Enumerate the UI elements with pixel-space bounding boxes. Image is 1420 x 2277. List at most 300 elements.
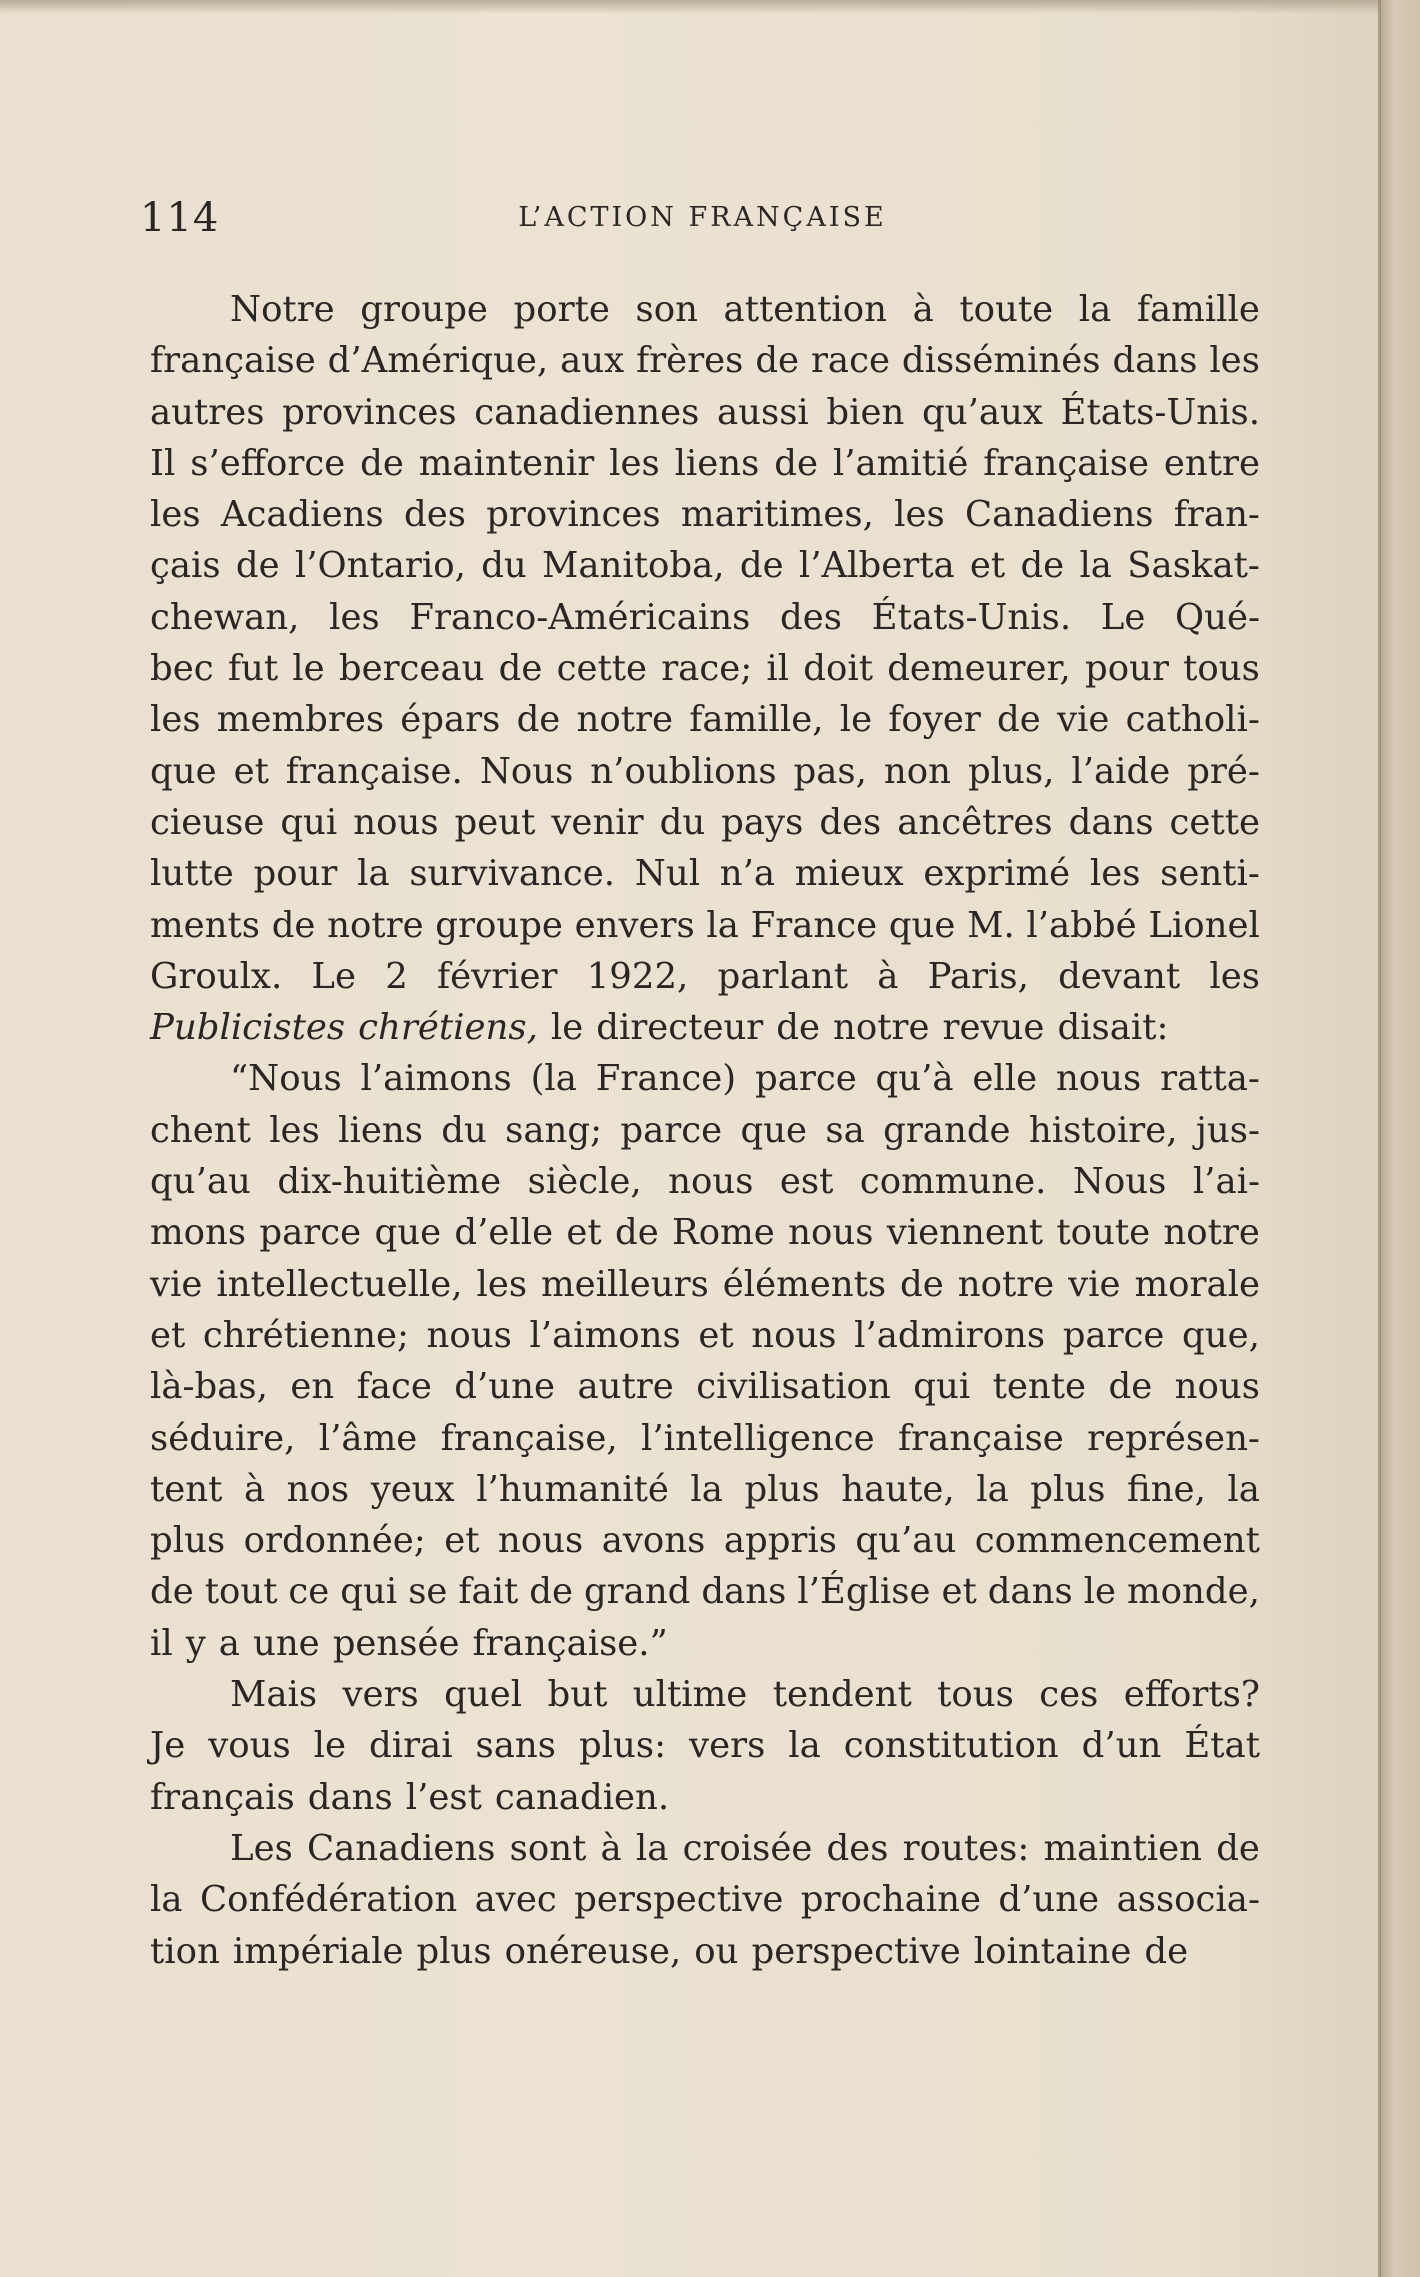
word: dans (1068, 801, 1154, 843)
word: du (441, 1109, 487, 1151)
word: française.” (472, 1622, 668, 1664)
word: de (150, 1571, 194, 1613)
text-line (150, 746, 1260, 797)
text-line (150, 848, 1260, 899)
text-line (150, 1772, 1260, 1823)
word: l’admirons (854, 1314, 1046, 1356)
word: çais (150, 545, 221, 587)
word: la (976, 1468, 1009, 1510)
text-line (150, 284, 1260, 335)
word: Canadiens (306, 1827, 496, 1869)
word: exprimé (923, 853, 1071, 895)
word: des (780, 596, 842, 638)
word: attention (723, 289, 887, 330)
word: et (941, 1571, 977, 1613)
text-line (150, 1515, 1260, 1566)
page-top-edge (0, 0, 1380, 14)
word: revue (942, 1007, 1045, 1049)
word: de (271, 904, 316, 946)
word: notre (833, 1007, 930, 1049)
text-line (150, 1259, 1260, 1310)
word: de (1108, 1366, 1153, 1408)
word: Les (230, 1827, 293, 1869)
word: une (252, 1622, 320, 1664)
word: la (706, 904, 739, 946)
text-line (150, 1566, 1260, 1617)
word: la (1078, 289, 1112, 330)
word: français (150, 1776, 295, 1818)
word: canadiennes (474, 391, 700, 433)
word: dans (987, 1571, 1073, 1613)
word: onéreuse, (504, 1930, 682, 1972)
word: de (774, 442, 818, 484)
word: elle (972, 1058, 1038, 1100)
word: pour (253, 853, 338, 895)
word: Notre (230, 289, 335, 330)
text-line (150, 1105, 1260, 1156)
word: yeux (370, 1468, 455, 1510)
text-line (150, 900, 1260, 951)
word: famille (1136, 289, 1260, 330)
word: Rome (672, 1212, 775, 1254)
word: croisée (682, 1827, 813, 1869)
word: à (243, 1468, 266, 1510)
word: civilisation (696, 1366, 891, 1408)
word: siècle, (527, 1161, 642, 1203)
word: les (150, 699, 201, 741)
word: lutte (150, 853, 234, 895)
text-line (150, 1156, 1260, 1207)
word: fran- (1173, 494, 1260, 536)
word: de (498, 648, 543, 690)
word: de (776, 1007, 821, 1049)
word: qu’au (855, 1520, 957, 1562)
word: qu’à (875, 1058, 954, 1100)
word: non (883, 750, 951, 792)
word: liens (674, 442, 760, 484)
word: Le (1100, 596, 1146, 638)
text-line (150, 1310, 1260, 1361)
word: l’aide (1071, 750, 1171, 792)
word: aux (560, 340, 625, 382)
word: fait (458, 1571, 519, 1613)
text-line (150, 694, 1260, 745)
word: que, (1182, 1314, 1260, 1356)
word: commencement (974, 1520, 1260, 1562)
word: Nous (1072, 1161, 1167, 1203)
word: février (436, 955, 558, 997)
word: Groulx. (150, 955, 283, 997)
word: n’oublions (590, 750, 777, 792)
word: tion (150, 1930, 220, 1972)
word: et (444, 1520, 480, 1562)
word: n’a (719, 853, 776, 895)
word: plus (1030, 1468, 1106, 1510)
word: tendent (772, 1674, 912, 1716)
word: dans (307, 1776, 393, 1818)
word: tout (204, 1571, 278, 1613)
word: que (374, 1212, 442, 1254)
book-gutter (1380, 0, 1420, 2277)
word: vous (208, 1725, 291, 1767)
word: Saskat- (1127, 545, 1260, 587)
word: l’aimons (360, 1058, 512, 1100)
word: du (481, 545, 527, 587)
word: race; (661, 648, 753, 690)
word: liens (338, 1109, 423, 1151)
word: de (360, 442, 404, 484)
word: que (150, 750, 217, 792)
word: les (1089, 853, 1141, 895)
word: d’un (1081, 1725, 1162, 1767)
word: qui (340, 1571, 398, 1613)
word: face (356, 1366, 432, 1408)
word: séduire, (150, 1417, 296, 1459)
word: Qué- (1175, 596, 1260, 638)
word: survivance. (409, 853, 616, 895)
word: ancêtres (897, 801, 1053, 843)
word: intellectuelle, (216, 1263, 463, 1305)
word: États-Unis. (871, 596, 1072, 638)
text-line (150, 1618, 1260, 1669)
word: l’Église (797, 1571, 931, 1613)
word: de (235, 545, 280, 587)
word: envers (574, 904, 695, 946)
word: qui (913, 1366, 971, 1408)
word: la (1227, 1468, 1260, 1510)
word: 1922, (586, 955, 689, 997)
word: de (615, 1212, 659, 1254)
word: porte (513, 289, 610, 330)
word: Lionel (1148, 904, 1260, 946)
word: de (997, 699, 1041, 741)
word: de (739, 545, 784, 587)
word: plus (416, 1930, 492, 1972)
word: de (529, 1571, 573, 1613)
word: entre (1163, 442, 1260, 484)
word: et (969, 545, 1006, 587)
word: ratta- (1160, 1058, 1260, 1100)
word: pensée (332, 1622, 460, 1664)
word: vie (1056, 699, 1110, 741)
word: ou (694, 1930, 739, 1972)
word: de (1144, 1930, 1189, 1972)
word: de (1020, 545, 1065, 587)
word: provinces (486, 494, 661, 536)
text-line (150, 1361, 1260, 1412)
word: parce (620, 1109, 723, 1151)
word: cette (1169, 801, 1260, 843)
word: d’elle (454, 1212, 554, 1254)
word: ordonnée; (243, 1520, 426, 1562)
word: dix-huitième (277, 1161, 502, 1203)
text-line (150, 1002, 1260, 1053)
word: nous (668, 1161, 754, 1203)
word: Confédération (199, 1879, 458, 1921)
word: la (788, 1725, 821, 1767)
word: de (900, 1263, 944, 1305)
word: Paris, (927, 955, 1029, 997)
word: tous (1183, 648, 1260, 690)
word: qui (280, 801, 338, 843)
word: notre (1163, 1212, 1260, 1254)
page-header (140, 190, 1265, 250)
word: Canadiens (965, 494, 1154, 536)
word: et (698, 1314, 734, 1356)
word: perspective (751, 1930, 961, 1972)
word: les (476, 1263, 528, 1305)
word: France) (595, 1058, 737, 1100)
word: la (690, 1468, 723, 1510)
word: pays (721, 801, 804, 843)
word: de (755, 340, 800, 382)
word: s’efforce (190, 442, 346, 484)
word: vie (150, 1263, 203, 1305)
word: chewan, (150, 596, 300, 638)
word: l’âme (318, 1417, 418, 1459)
word: “Nous (230, 1058, 342, 1100)
word: nous (426, 1314, 512, 1356)
word: qu’aux (921, 391, 1043, 433)
word: française, (440, 1417, 618, 1459)
text-line (150, 1207, 1260, 1258)
running-head: L’ACTION FRANÇAISE (518, 202, 887, 233)
word: les (609, 442, 660, 484)
text-line (150, 335, 1260, 386)
word: les (150, 494, 201, 536)
word: française (150, 340, 316, 382)
word: cette (556, 648, 648, 690)
word: France (750, 904, 878, 946)
word: française. (285, 750, 463, 792)
word: nous (788, 1212, 874, 1254)
word: routes: (902, 1827, 1030, 1869)
word: la (150, 1879, 183, 1921)
word: histoire, (1028, 1109, 1178, 1151)
word: sans (475, 1725, 556, 1767)
word: plus, (967, 750, 1055, 792)
word: de (1216, 1827, 1260, 1869)
text-line (150, 1926, 1260, 1977)
word: Le (311, 955, 357, 997)
word: vers (689, 1725, 766, 1767)
word: se (408, 1571, 448, 1613)
word: appris (723, 1520, 837, 1562)
word: notre (957, 1263, 1055, 1305)
word: les (1209, 340, 1260, 382)
word: nous (497, 1520, 584, 1562)
word: en (290, 1366, 335, 1408)
word: pas, (793, 750, 867, 792)
word: aussi (716, 391, 809, 433)
word: et (566, 1212, 602, 1254)
word: morale (1134, 1263, 1260, 1305)
word: doit (803, 648, 874, 690)
word: Franco-Américains (409, 596, 751, 638)
word: son (635, 289, 698, 330)
text-line (150, 1874, 1260, 1925)
word: viennent (886, 1212, 1044, 1254)
word: l’humanité (476, 1468, 669, 1510)
word: nous (751, 1314, 837, 1356)
word: épars (400, 699, 501, 741)
word: maintien (1043, 1827, 1203, 1869)
word: sa (825, 1109, 865, 1151)
word: parce (754, 1058, 857, 1100)
word: commune. (859, 1161, 1047, 1203)
word: d’Amérique, (327, 340, 549, 382)
word: d’une (454, 1366, 556, 1408)
text-line (150, 438, 1260, 489)
word: fine, (1127, 1468, 1206, 1510)
word: États-Unis. (1060, 391, 1260, 433)
word: là-bas, (150, 1366, 268, 1408)
word: plus (150, 1520, 226, 1562)
word: membres (216, 699, 385, 741)
word: qu’au (150, 1161, 251, 1203)
word: frères (636, 340, 744, 382)
word: les (1209, 955, 1260, 997)
word: perspective (574, 1879, 784, 1921)
word: ce (288, 1571, 330, 1613)
page-number: 114 (140, 195, 220, 241)
word: à (600, 1827, 622, 1869)
word: le (292, 648, 325, 690)
text-line (150, 797, 1260, 848)
word: que (740, 1109, 808, 1151)
word: 2 (385, 955, 408, 997)
text-line (150, 387, 1260, 438)
word: bec (150, 648, 214, 690)
word: la (635, 1827, 669, 1869)
word: chrétienne; (202, 1314, 409, 1356)
word: Manitoba, (542, 545, 725, 587)
word: parce (259, 1212, 362, 1254)
word: nous (353, 801, 439, 843)
word: Je (150, 1725, 186, 1767)
word: Nul (634, 853, 701, 895)
word: meilleurs (541, 1263, 709, 1305)
word: pour (1085, 648, 1169, 690)
word: le (839, 699, 873, 741)
word: directeur (596, 1007, 764, 1049)
word: Nous (479, 750, 574, 792)
word: le (1083, 1571, 1117, 1613)
text-line (150, 951, 1260, 1002)
word: à (877, 955, 899, 997)
word: française (898, 1417, 1064, 1459)
word: M. (967, 904, 1015, 946)
word: quel (444, 1674, 523, 1716)
text-line (150, 1669, 1260, 1720)
word: le (550, 1007, 584, 1049)
word: le (313, 1725, 347, 1767)
word: fut (227, 648, 279, 690)
word: l’aimons (529, 1314, 681, 1356)
word: disséminés (901, 340, 1101, 382)
word: but (547, 1674, 608, 1716)
word: a (218, 1622, 240, 1664)
word: plus (744, 1468, 820, 1510)
word: devant (1058, 955, 1181, 997)
word: Publicistes (150, 1007, 346, 1049)
word: française (983, 442, 1149, 484)
word: éléments (722, 1263, 887, 1305)
word: foyer (888, 699, 981, 741)
word: que (888, 904, 956, 946)
word: l’abbé (1026, 904, 1137, 946)
word: grand (583, 1571, 691, 1613)
word: l’est (405, 1776, 482, 1818)
word: des (826, 1827, 889, 1869)
word: (la (530, 1058, 577, 1100)
word: toute (959, 289, 1054, 330)
word: nous (1174, 1366, 1260, 1408)
word: à (912, 289, 934, 330)
word: sont (509, 1827, 587, 1869)
gutter-shadow (1378, 0, 1381, 2277)
word: est (779, 1161, 834, 1203)
word: Mais (230, 1674, 318, 1716)
word: des (403, 494, 466, 536)
word: les (269, 1109, 320, 1151)
word: bien (826, 391, 905, 433)
text-line (150, 592, 1260, 643)
word: il (150, 1622, 173, 1664)
word: les (894, 494, 945, 536)
text-line (150, 1720, 1260, 1771)
word: d’une (998, 1879, 1100, 1921)
word: autre (577, 1366, 674, 1408)
word: ments (150, 904, 261, 946)
text-line (150, 1053, 1260, 1104)
text-line (150, 540, 1260, 591)
word: la (1079, 545, 1112, 587)
word: les (329, 596, 380, 638)
word: chrétiens, (358, 1007, 538, 1049)
word: dans (1112, 340, 1198, 382)
word: ultime (632, 1674, 748, 1716)
word: vie (1068, 1263, 1121, 1305)
word: dirai (369, 1725, 453, 1767)
word: plus: (578, 1725, 667, 1767)
word: mons (150, 1212, 247, 1254)
word: ces (1039, 1674, 1099, 1716)
word: constitution (843, 1725, 1059, 1767)
word: mieux (794, 853, 904, 895)
word: Il (150, 442, 176, 484)
word: la (357, 853, 390, 895)
word: berceau (338, 648, 485, 690)
word: senti- (1160, 853, 1260, 895)
word: tente (992, 1366, 1087, 1408)
word: tent (150, 1468, 223, 1510)
word: groupe (435, 904, 563, 946)
word: des (819, 801, 882, 843)
text-line (150, 1413, 1260, 1464)
word: et (233, 750, 269, 792)
word: il (766, 648, 790, 690)
word: sang; (505, 1109, 603, 1151)
word: vers (342, 1674, 419, 1716)
word: dans (701, 1571, 787, 1613)
word: prochaine (800, 1879, 982, 1921)
word: race (810, 340, 890, 382)
word: monde, (1126, 1571, 1260, 1613)
word: associa- (1116, 1879, 1260, 1921)
word: État (1184, 1725, 1260, 1767)
word: l’amitié (832, 442, 969, 484)
